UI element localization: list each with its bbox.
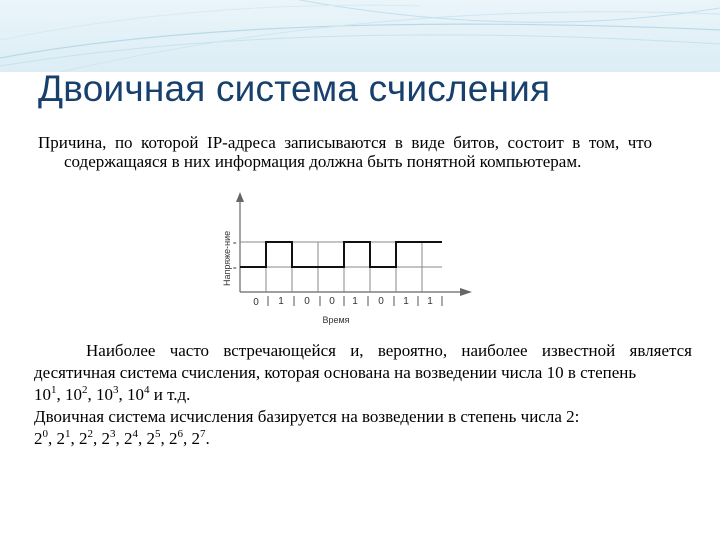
binary-power-base: 2 xyxy=(124,429,133,448)
bit-label: 1 xyxy=(278,296,284,307)
y-axis-arrow xyxy=(236,192,244,202)
slide-title: Двоичная система счисления xyxy=(38,68,551,109)
paragraph-decimal-text: Наиболее часто встречающейся и, вероятно, наиболее известной является десятичная система счисления, которая основана на возведении числа 10 в степень xyxy=(34,341,692,382)
decimal-power-base: 10 xyxy=(127,385,144,404)
binary-power-exponent: 5 xyxy=(155,428,161,440)
binary-power-exponent: 4 xyxy=(132,428,138,440)
bit-labels xyxy=(253,296,433,308)
binary-power-base: 2 xyxy=(79,429,88,448)
binary-power-exponent: 6 xyxy=(177,428,183,440)
decimal-power-separator: , xyxy=(56,385,65,404)
binary-power-separator: , xyxy=(93,429,102,448)
decimal-power-separator: и т.д. xyxy=(149,385,191,404)
decimal-power xyxy=(96,385,127,404)
binary-power-base: 2 xyxy=(101,429,110,448)
bit-label: 1 xyxy=(427,296,433,307)
paragraph-decimal xyxy=(34,340,692,406)
voltage-time-diagram xyxy=(204,190,480,332)
body-text xyxy=(34,340,692,450)
decimal-power xyxy=(65,385,96,404)
decimal-power xyxy=(127,385,190,404)
binary-power xyxy=(57,429,80,448)
bit-label: 0 xyxy=(304,296,310,307)
x-axis-arrow xyxy=(460,288,472,296)
x-axis-label: Время xyxy=(322,315,350,325)
decimal-power-separator: , xyxy=(118,385,127,404)
binary-power-exponent: 3 xyxy=(110,428,116,440)
y-axis-label: Напряже-ние xyxy=(222,230,232,286)
binary-power-separator: , xyxy=(160,429,169,448)
decorative-arcs xyxy=(0,0,720,72)
decimal-power-exponent: 4 xyxy=(144,384,150,396)
y-tick-low: = xyxy=(233,266,237,272)
binary-power-base: 2 xyxy=(146,429,155,448)
binary-power-exponent: 7 xyxy=(200,428,206,440)
decimal-power-base: 10 xyxy=(96,385,113,404)
binary-power xyxy=(124,429,147,448)
y-tick-high: = xyxy=(233,241,237,247)
decimal-power-exponent: 3 xyxy=(113,384,119,396)
bit-label: 0 xyxy=(329,296,335,307)
decimal-power-base: 10 xyxy=(34,385,51,404)
decimal-powers xyxy=(34,385,190,404)
binary-power xyxy=(102,429,125,448)
intro-text: Причина, по которой IP-адреса записываются в виде битов, состоит в том, что содержащаяся в них информация должна быть понятной компьютерам. xyxy=(38,133,652,171)
decimal-power-exponent: 2 xyxy=(82,384,88,396)
binary-power xyxy=(169,429,192,448)
binary-power xyxy=(34,429,57,448)
binary-power-exponent: 1 xyxy=(65,428,71,440)
decimal-power-separator: , xyxy=(87,385,96,404)
bit-label: 1 xyxy=(403,296,409,307)
bit-label: 0 xyxy=(378,296,384,307)
bit-label: 1 xyxy=(352,296,358,307)
binary-power-base: 2 xyxy=(169,429,178,448)
binary-power-exponent: 2 xyxy=(87,428,93,440)
binary-power-separator: , xyxy=(138,429,147,448)
binary-power xyxy=(147,429,170,448)
binary-power-base: 2 xyxy=(34,429,43,448)
decimal-power xyxy=(34,385,65,404)
binary-power-base: 2 xyxy=(191,429,200,448)
header-band xyxy=(0,0,720,72)
decimal-power-base: 10 xyxy=(65,385,82,404)
paragraph-binary: Двоичная система исчисления базируется на возведении в степень числа 2: xyxy=(34,407,580,426)
binary-power-separator: , xyxy=(115,429,124,448)
binary-power xyxy=(192,429,210,448)
bit-label: 0 xyxy=(253,297,259,308)
signal-waveform xyxy=(240,242,442,267)
binary-power xyxy=(79,429,102,448)
binary-power-separator: . xyxy=(205,429,210,448)
decimal-power-exponent: 1 xyxy=(51,384,57,396)
binary-power-separator: , xyxy=(48,429,57,448)
binary-powers xyxy=(34,428,692,450)
binary-power-base: 2 xyxy=(56,429,65,448)
binary-power-separator: , xyxy=(183,429,192,448)
binary-power-separator: , xyxy=(70,429,79,448)
binary-power-exponent: 0 xyxy=(42,428,48,440)
